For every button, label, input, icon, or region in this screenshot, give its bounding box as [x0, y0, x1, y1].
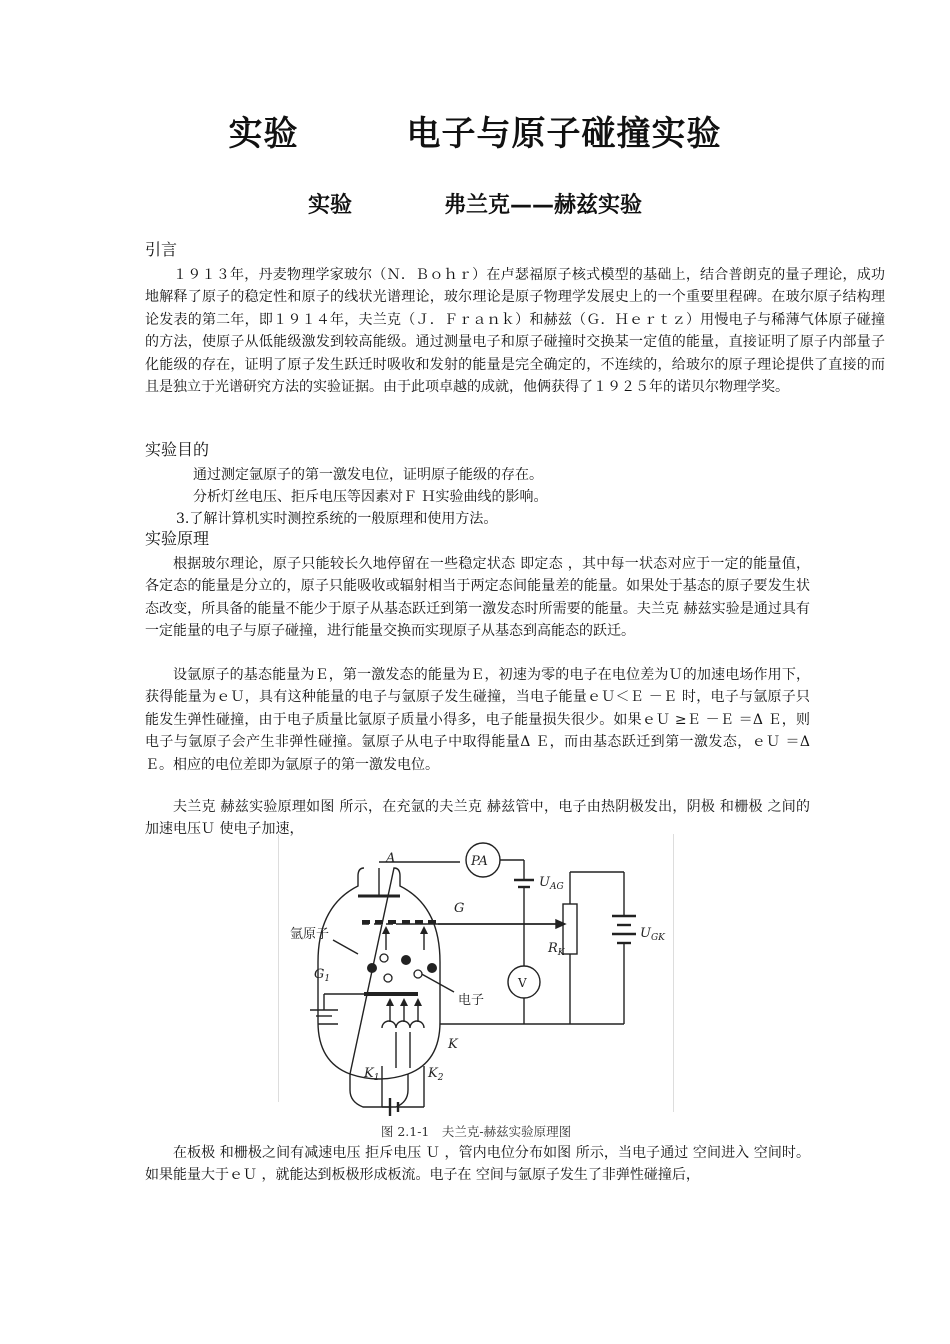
principle-paragraph-2: 设氩原子的基态能量为Ｅ，第一激发态的能量为Ｅ，初速为零的电子在电位差为Ｕ的加速电场作用下，获得能量为ｅＵ，具有这种能量的电子与氩原子发生碰撞，当电子能量ｅＵ＜Ｅ －Ｅ 时，电子与氩原子只能发生弹性碰撞，由于电子质量比氩原子质量小得多，电子能量损失很少。如果ｅＵ ≥Ｅ －Ｅ ＝Δ Ｅ，则电子与氩原子会产生非弹性碰撞。氩原子从电子中取得能量Δ Ｅ，而由基态跃迁到第一激发态，ｅＵ ＝Δ Ｅ。相应的电位差即为氩原子的第一激发电位。 [145, 667, 810, 773]
franck-hertz-diagram [278, 832, 674, 1148]
label-k: K [448, 1037, 458, 1052]
label-argon: 氩原子 [290, 927, 330, 942]
label-uag: $U_{AG}$ [539, 875, 564, 892]
label-pa: PA [471, 854, 488, 869]
label-rk: $R_K$ [548, 941, 565, 958]
purpose-item: 分析灯丝电压、拒斥电压等因素对Ｆ Ｈ实验曲线的影响。 [193, 489, 548, 505]
page-subtitle: 实验 弗兰克——赫兹实验 [307, 193, 643, 218]
principle-heading: 实验原理 [145, 529, 210, 548]
label-g1: $G_1$ [314, 967, 331, 984]
intro-paragraph: １９１３年，丹麦物理学家玻尔（Ｎ．Ｂｏｈｒ）在卢瑟福原子核式模型的基础上，结合普朗克的量子理论，成功地解释了原子的稳定性和原子的线状光谱理论，玻尔理论是原子物理学发展史上的一个重要里程碑。在玻尔原子结构理论发表的第二年，即１９１４年，夫兰克（Ｊ．Ｆｒａｎｋ）和赫兹（Ｇ．Ｈｅｒｔｚ）用慢电子与稀薄气体原子碰撞的方法，使原子从低能级激发到较高能级。通过测量电子和原子碰撞时交换某一定值的能量，直接证明了原子内部量子化能级的存在，证明了原子发生跃迁时吸收和发射的能量是完全确定的，不连续的，给玻尔的原子理论提供了直接的而且是独立于光谱研究方法的实验证据。由于此项卓越的成就，他俩获得了１９２５年的诺贝尔物理学奖。 [145, 267, 885, 396]
intro-heading: 引言 [145, 240, 178, 259]
principle-paragraph-1: 根据玻尔理论，原子只能较长久地停留在一些稳定状态 即定态 ，其中每一状态对应于一定的能量值，各定态的能量是分立的，原子只能吸收或辐射相当于两定态间能量差的能量。如果处于基态的原子要发生状态改变，所具备的能量不能少于原子从基态跃迁到第一激发态时所需要的能量。夫兰克 赫兹实验是通过具有一定能量的电子与原子碰撞，进行能量交换而实现原子从基态到高能态的跃迁。 [145, 556, 810, 640]
purpose-item: 3.了解计算机实时测控系统的一般原理和使用方法。 [176, 511, 498, 527]
purpose-heading: 实验目的 [145, 440, 210, 459]
purpose-item: 通过测定氩原子的第一激发电位，证明原子能级的存在。 [193, 467, 543, 483]
principle-paragraph-4: 在板极 和栅极之间有减速电压 拒斥电压 Ｕ ，管内电位分布如图 所示，当电子通过 空间进入 空间时。如果能量大于ｅＵ ，就能达到板极形成板流。电子在 空间与氩原子发生了非弹性碰撞后， [145, 1145, 810, 1184]
page-title: 实验 电子与原子碰撞实验 [228, 114, 722, 154]
label-electron: 电子 [458, 993, 485, 1008]
label-k2: $K_2$ [428, 1066, 444, 1083]
figure-caption: 图 2.1-1 夫兰克-赫兹实验原理图 [380, 1124, 572, 1139]
label-g: G [454, 901, 465, 916]
label-a: A [386, 851, 396, 866]
label-k1: $K_1$ [364, 1066, 380, 1083]
label-ugk: $U_{GK}$ [640, 926, 665, 943]
label-v: V [518, 976, 527, 990]
principle-paragraph-3: 夫兰克 赫兹实验原理如图 所示，在充氩的夫兰克 赫兹管中，电子由热阴极发出，阴极 和栅极 之间的加速电压Ｕ 使电子加速， [145, 799, 810, 838]
